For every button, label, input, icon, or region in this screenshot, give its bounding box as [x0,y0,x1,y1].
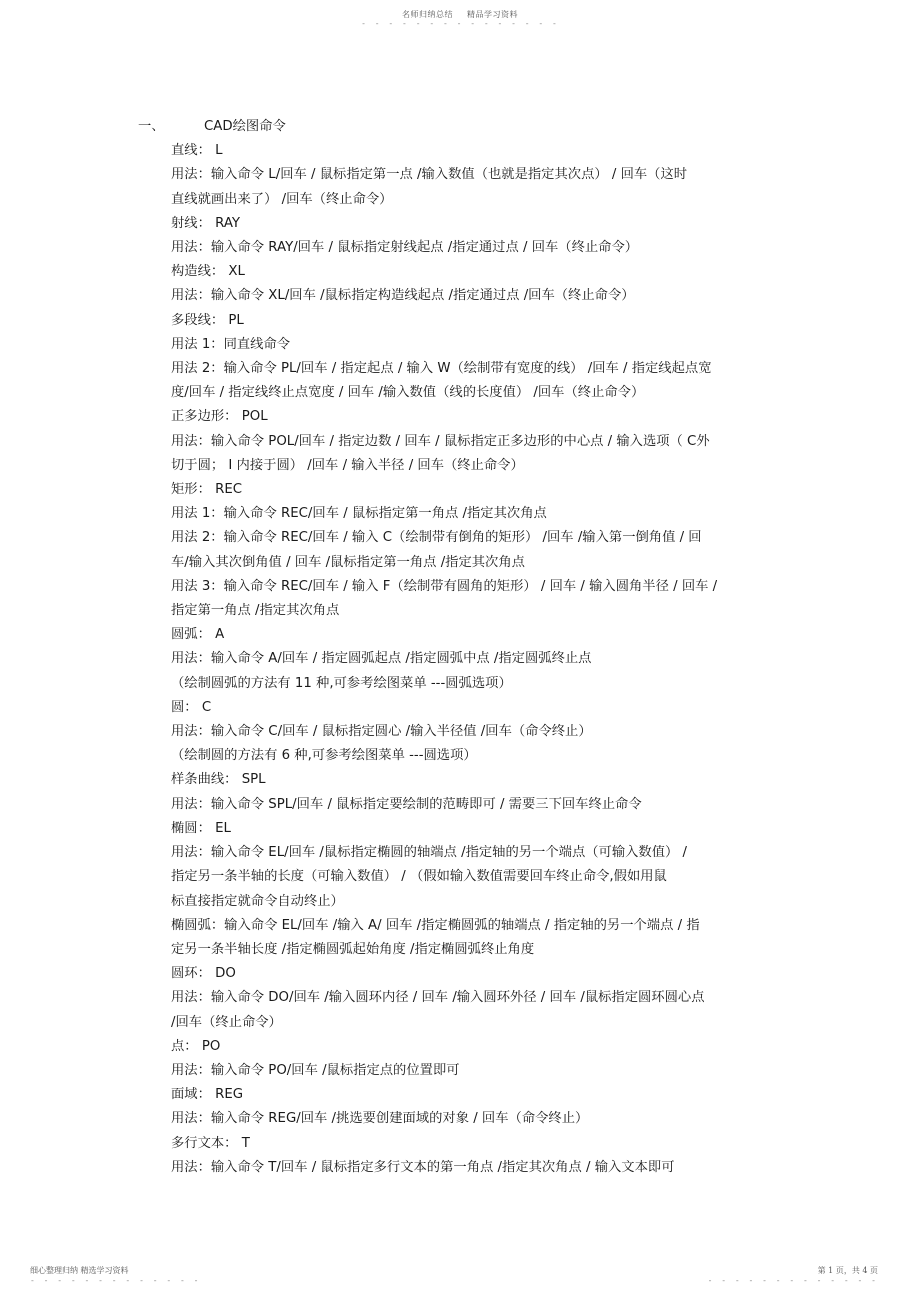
section-heading [138,115,798,139]
text-line: 用法 2：输入命令 REC/回车 / 输入 C（绘制带有倒角的矩形） /回车 /输入第一倒角值 / 回 [171,530,702,546]
text-line: 用法：输入命令 RAY/回车 / 鼠标指定射线起点 /指定通过点 / 回车（终止命令） [171,240,639,256]
text-line: 用法：输入命令 PO/回车 /鼠标指定点的位置即可 [171,1062,460,1078]
text-line: 切于圆； I 内接于圆） /回车 / 输入半径 / 回车（终止命令） [171,457,524,473]
text-line: 矩形： REC [171,482,243,498]
footer-dashes-right: - - - - - - - - - - - - - [707,1276,878,1285]
text-line: 用法：输入命令 L/回车 / 鼠标指定第一点 /输入数值（也就是指定其次点） / 回车（这时 [171,167,688,183]
document-body [138,115,798,1180]
text-line: /回车（终止命令） [171,1014,282,1030]
text-line: 构造线： XL [171,264,245,280]
header-dashes: - - - - - - - - - - - - - - - [361,19,559,28]
text-line: 用法 1：输入命令 REC/回车 / 鼠标指定第一角点 /指定其次角点 [171,506,547,522]
footer-dashes-left: - - - - - - - - - - - - - [30,1276,201,1285]
text-line: 圆： C [171,699,212,715]
text-line: 点： PO [171,1038,221,1054]
text-line: 样条曲线： SPL [171,772,266,788]
text-line: （绘制圆弧的方法有 11 种,可参考绘图菜单 ---圆弧选项） [171,675,512,691]
text-line: 用法：输入命令 A/回车 / 指定圆弧起点 /指定圆弧中点 /指定圆弧终止点 [171,651,592,667]
text-line: 多行文本： T [171,1135,250,1151]
text-line: 用法：输入命令 POL/回车 / 指定边数 / 回车 / 鼠标指定正多边形的中心点 / 输入选项（ C外 [171,433,710,449]
footer-left-text: 细心整理归纳 精选学习资料 [30,1266,129,1275]
text-line: 用法：输入命令 EL/回车 /鼠标指定椭圆的轴端点 /指定轴的另一个端点（可输入数值） / [171,845,688,861]
text-line: 椭圆弧：输入命令 EL/回车 /输入 A/ 回车 /指定椭圆弧的轴端点 / 指定轴的另一个端点 / 指 [171,917,700,933]
text-line: 用法 3：输入命令 REC/回车 / 输入 F（绘制带有圆角的矩形） / 回车 / 输入圆角半径 / 回车 / [171,578,718,594]
text-line: 用法：输入命令 DO/回车 /输入圆环内径 / 回车 /输入圆环外径 / 回车 /鼠标指定圆环圆心点 [171,990,705,1006]
text-line: 多段线： PL [171,312,244,328]
text-line: 定另一条半轴长度 /指定椭圆弧起始角度 /指定椭圆弧终止角度 [171,941,535,957]
text-line: 用法：输入命令 T/回车 / 鼠标指定多行文本的第一角点 /指定其次角点 / 输入文本即可 [171,1159,675,1175]
text-line: 用法 2：输入命令 PL/回车 / 指定起点 / 输入 W（绘制带有宽度的线） /回车 / 指定线起点宽 [171,361,712,377]
header-right-text: 精品学习资料 [467,10,518,19]
text-line: 正多边形： POL [171,409,268,425]
text-line: 车/输入其次倒角值 / 回车 /鼠标指定第一角点 /指定其次角点 [171,554,525,570]
text-line: 圆环： DO [171,966,236,982]
command-list [138,139,798,1180]
text-line: 用法 1：同直线命令 [171,336,291,352]
page-number: 第 1 页，共 4 页 [817,1266,878,1275]
text-line: 度/回车 / 指定线终止点宽度 / 回车 /输入数值（线的长度值） /回车（终止命令） [171,385,645,401]
text-line: 用法：输入命令 C/回车 / 鼠标指定圆心 /输入半径值 /回车（命令终止） [171,724,592,740]
section-number: 一、 [138,119,165,134]
text-line: 面域： REG [171,1087,244,1103]
text-line: 指定另一条半轴的长度（可输入数值） / （假如输入数值需要回车终止命令,假如用鼠 [171,869,667,885]
text-line: 圆弧： A [171,627,225,643]
text-line: 直线就画出来了） /回车（终止命令） [171,191,393,207]
text-line: 椭圆： EL [171,820,231,836]
section-title: CAD绘图命令 [204,119,286,134]
text-line: 直线： L [171,143,223,159]
text-line: 用法：输入命令 REG/回车 /挑选要创建面域的对象 / 回车（命令终止） [171,1111,589,1127]
header-left-text: 名师归纳总结 [402,10,453,19]
text-line: 射线： RAY [171,215,241,231]
text-line: （绘制圆的方法有 6 种,可参考绘图菜单 ---圆选项） [171,748,477,764]
text-line: 用法：输入命令 SPL/回车 / 鼠标指定要绘制的范畴即可 / 需要三下回车终止命令 [171,796,642,812]
text-line: 标直接指定就命令自动终止） [171,893,344,909]
text-line: 用法：输入命令 XL/回车 /鼠标指定构造线起点 /指定通过点 /回车（终止命令） [171,288,635,304]
text-line: 指定第一角点 /指定其次角点 [171,603,340,619]
